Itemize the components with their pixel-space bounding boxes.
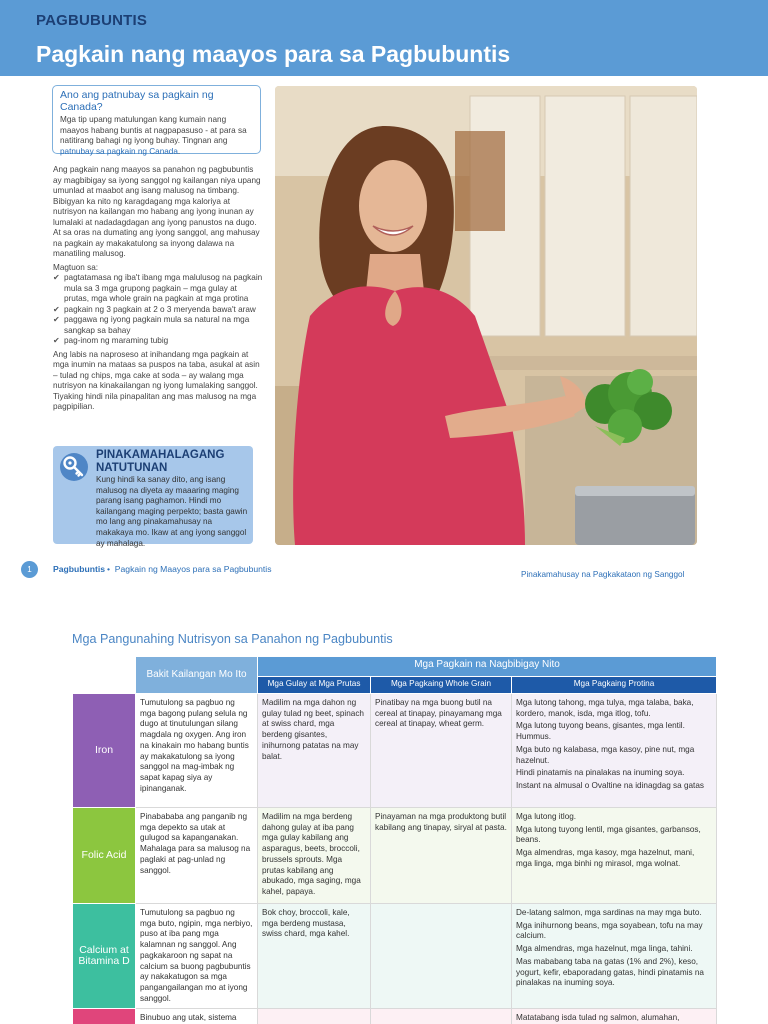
nutrient-omega [73,1009,136,1024]
intro-text [53,165,263,416]
table-row [73,808,717,904]
processed-food-paragraph: Ang labis na naproseso at inihandang mga pagkain at mga inumin na mataas sa puspos na taba, asukal at asin – tulad ng chips, mga cake at soda – ay walang mga nutrisyon na kinakailangan ng iyong lumalaking sanggol. Tiyaking hindi nila pinapalitan ang mas malusog na mga pagpipilian. [53,349,260,411]
protein-line: Mas mababang taba na gatas (1% and 2%), keso, yogurt, kefir, ebaporadang gatas, hindi pinatamis na pinalakas na inuming soya. [516,956,704,988]
table-row [73,694,717,808]
subheader-vegetables: Mga Gulay at Mga Prutas [258,677,371,694]
infobox-body: Mga tip upang matulungan kang kumain nang maayos habang buntis at nagpapasuso - at para sa natitirang bahagi ng iyong buhay. Tingnan ang [60,115,247,146]
protein-cell [512,1009,717,1024]
why-cell: Pinabababa ang panganib ng mga depekto sa utak at gulugod sa kapanganakan. Mahalaga para sa malusog na paglaki at pag-unlad ng sanggol. [136,808,258,904]
protein-cell [512,694,717,808]
footer-topic-label: Pagkain ng Maayos para sa Pagbubuntis [114,564,272,574]
page-header [0,0,768,76]
protein-line: Matatabang isda tulad ng salmon, alumahan, [516,1013,680,1023]
food-guide-infobox [52,85,261,154]
checklist-item: ✔ pagkain ng 3 pagkain at 2 o 3 meryenda bawa't araw [53,305,263,316]
nutrient-iron: Iron [73,694,136,808]
table-row [73,904,717,1009]
footer-separator: • [107,564,111,574]
grain-cell: Pinayaman na mga produktong butil kabilang ang tinapay, siryal at pasta. [371,808,512,904]
header-foods: Mga Pagkain na Nagbibigay Nito [258,657,717,677]
infobox-text [60,115,253,157]
food-guide-link[interactable]: patnubay sa pagkain ng Canada [60,146,178,156]
protein-line: Mga inihurnong beans, mga soyabean, tofu na may calcium. [516,920,703,941]
protein-line: Mga lutong tuyong beans, gisantes, mga lentil. Hummus. [516,721,685,742]
page-footer [0,560,768,580]
key-icon [60,453,88,481]
veg-cell [258,1009,371,1024]
checklist-item: ✔ pagtatamasa ng iba't ibang mga malulusog na pagkain mula sa 3 mga grupong pagkain – mga gulay at prutas, mga whole grain na pagkain at mga protina [53,273,263,305]
table-header-row [73,657,717,677]
infobox-question: Ano ang patnubay sa pagkain ng Canada? [60,89,214,113]
protein-line: Mga almendras, mga hazelnut, mga linga, tahini. [516,944,693,954]
veg-cell: Madilim na mga berdeng dahong gulay at iba pang mga gulay kabilang ang asparagus, beets, broccoli, brussels sprouts. Mga prutas kabilang ang abukado, mga saging, mga kahel, papaya. [258,808,371,904]
section-label: PAGBUBUNTIS [36,12,148,29]
grain-cell: Pinatibay na mga buong butil na cereal at tinapay, pinayamang mga cereal at tinapay, wheat germ. [371,694,512,808]
subheader-protein: Mga Pagkaing Protina [512,677,717,694]
why-cell: Tumutulong sa pagbuo ng mga bagong pulang selula ng dugo at tinutulungan silang magdala ng oxygen. Ang iron na kinakain mo habang buntis ay makakatulong sa iyong sanggol na mag-imbak ng sapat kapag siya ay ipinanganak. [136,694,258,808]
protein-line: Mga lutong itlog. [516,812,577,821]
nutrients-table [72,656,717,1024]
subheader-whole-grain: Mga Pagkaing Whole Grain [371,677,512,694]
table-row [73,1009,717,1024]
protein-line: Instant na almusal o Ovaltine na idinagdag sa gatas [516,780,704,790]
protein-line: Mga almendras, mga kasoy, mga hazelnut, mani, mga linga, mga binhi ng mirasol, mga wolnat. [516,848,695,868]
protein-cell [512,904,717,1009]
grain-cell [371,1009,512,1024]
grain-cell [371,904,512,1009]
page-number: 1 [21,561,38,578]
header-why: Bakit Kailangan Mo Ito [136,657,258,694]
protein-line: Mga buto ng kalabasa, mga kasoy, pine nut, mga hazelnut. [516,744,695,765]
intro-paragraph: Ang pagkain nang maayos sa panahon ng pagbubuntis ay magbibigay sa iyong sanggol ng kailangan niya upang umunlad at maabot ang isang malusog na timbang. Bibigyan ka nito ng karagdagang mga kaloriya at nutrisyon na kailangan mo habang ang iyong inunan ay lumalaki at nadadagdagan ang iyong panustos na dugo. At sa oras na dumating ang iyong sanggol, ang mahusay na pagkain ay makakatulong sa inyong dalawa na manatiling malusog. [53,165,261,258]
footer-section [53,564,105,574]
key-takeaway-text: Kung hindi ka sanay dito, ang isang malusog na diyeta ay maaaring maging parang isang paghamon. Hindi mo kailangang maging perpekto; basta gawin mo lang ang pinakamahusay na makakaya mo. Ikaw at ang iyong sanggol ay mahalaga. [96,475,248,548]
veg-cell: Bok choy, broccoli, kale, mga berdeng mustasa, swiss chard, mga kahel. [258,904,371,1009]
key-takeaway-heading: PINAKAMAHALAGANG NATUTUNAN [96,449,225,474]
nutrients-title: Mga Pangunahing Nutrisyon sa Panahon ng Pagbubuntis [72,632,393,646]
protein-line: De-latang salmon, mga sardinas na may mga buto. [516,908,702,917]
protein-line: Mga lutong tahong, mga tulya, mga talaba, baka, kordero, manok, isda, mga itlog, tofu. [516,698,694,718]
footer-right-label: Pinakamahusay na Pagkakataon ng Sanggol [521,570,685,579]
why-cell: Binubuo ang utak, sistema [136,1009,258,1024]
nutrient-folic-acid: Folic Acid [73,808,136,904]
key-takeaway-box [53,446,253,548]
checklist-item: ✔ pag-inom ng maraming tubig [53,336,263,347]
page-title: Pagkain nang maayos para sa Pagbubuntis [36,41,511,67]
pregnant-woman-photo [275,86,697,545]
protein-line: Mga lutong tuyong lentil, mga gisantes, garbansos, beans. [516,824,701,845]
header-spacer [73,657,136,694]
footer-topic [107,564,272,574]
focus-lead: Magtuon sa: [53,262,99,272]
nutrient-calcium-vitamin-d: Calcium at Bitamina D [73,904,136,1009]
protein-cell [512,808,717,904]
infobox-end: . [177,146,181,156]
protein-line: Hindi pinatamis na pinalakas na inuming soya. [516,768,685,778]
veg-cell: Madilim na mga dahon ng gulay tulad ng beet, spinach at swiss chard, mga berdeng gisantes, inihurnong patatas na may balat. [258,694,371,808]
footer-section-label: Pagbubuntis [53,564,106,574]
focus-checklist [53,273,263,347]
checklist-item: ✔ paggawa ng iyong pagkain mula sa natural na mga sangkap sa bahay [53,315,263,336]
why-cell: Tumutulong sa pagbuo ng mga buto, ngipin, mga nerbiyo, puso at iba pang mga kalamnan ng sanggol. Ang pagkakaroon ng sapat na calcium sa buong pagbubuntis ay nakakatugon sa mga pangangailangan mo at iyong sanggol. [136,904,258,1009]
